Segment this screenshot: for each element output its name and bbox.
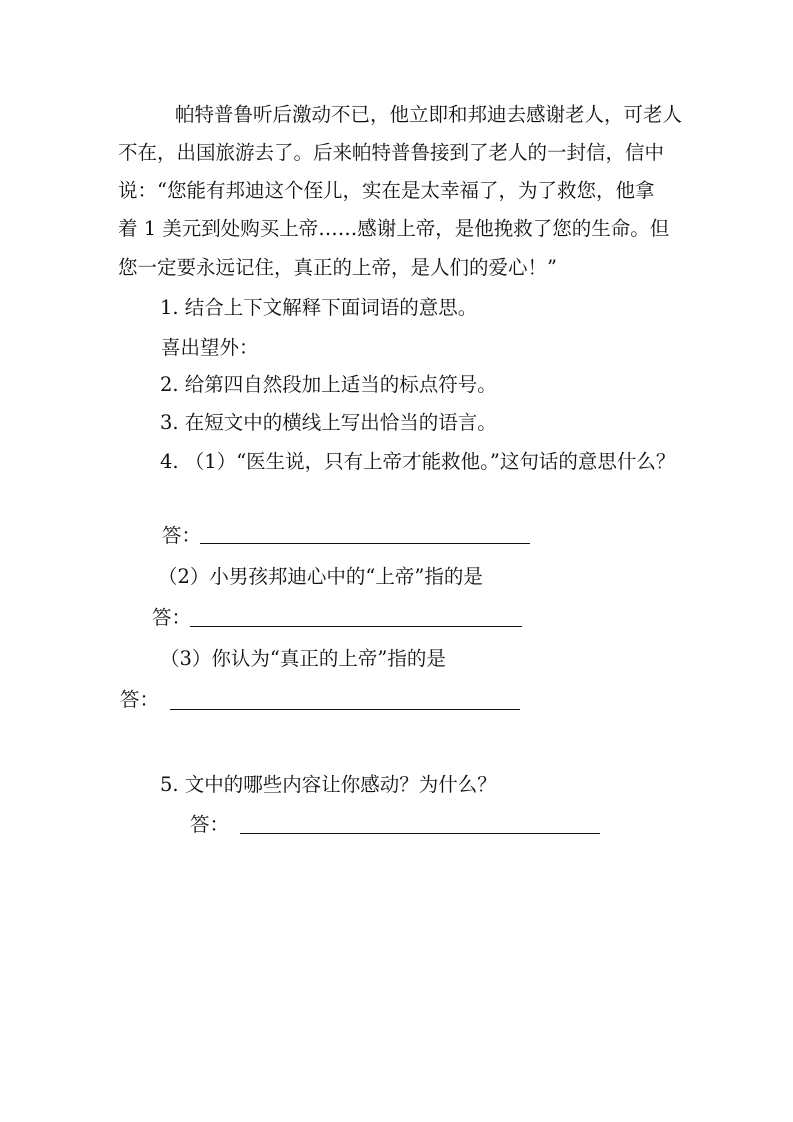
passage-line: 帕特普鲁听后激动不已，他立即和邦迪去感谢老人，可老人 <box>175 103 683 126</box>
question-4-2: （2）小男孩邦迪心中的“上帝”指的是 <box>158 565 483 588</box>
answer-label: 答： <box>162 524 202 547</box>
passage-line: 不在，出国旅游去了。后来帕特普鲁接到了老人的一封信，信中 <box>118 141 665 164</box>
question-2: 2. 给第四自然段加上适当的标点符号。 <box>160 373 497 396</box>
answer-label: 答： <box>152 606 192 629</box>
answer-line-4-2[interactable] <box>190 626 522 627</box>
answer-line-4-3[interactable] <box>170 709 520 710</box>
question-1-term: 喜出望外： <box>161 336 259 359</box>
question-3: 3. 在短文中的横线上写出恰当的语言。 <box>160 411 497 434</box>
answer-label: 答： <box>120 688 160 711</box>
passage-line: 着 1 美元到处购买上帝……感谢上帝，是他挽救了您的生命。但 <box>118 217 670 240</box>
question-5: 5. 文中的哪些内容让你感动？为什么？ <box>160 773 497 796</box>
passage-line: 您一定要永远记住，真正的上帝，是人们的爱心！” <box>118 256 557 279</box>
question-1: 1. 结合上下文解释下面词语的意思。 <box>160 296 478 319</box>
passage-line: 说：“您能有邦迪这个侄儿，实在是太幸福了，为了救您，他拿 <box>118 179 655 202</box>
question-4-1: 4. （1）“医生说，只有上帝才能救他。”这句话的意思什么？ <box>160 450 676 473</box>
answer-label: 答： <box>190 813 230 836</box>
answer-line-5[interactable] <box>240 833 600 834</box>
question-4-3: （3）你认为“真正的上帝”指的是 <box>160 647 446 670</box>
answer-line-4-1[interactable] <box>200 543 530 544</box>
